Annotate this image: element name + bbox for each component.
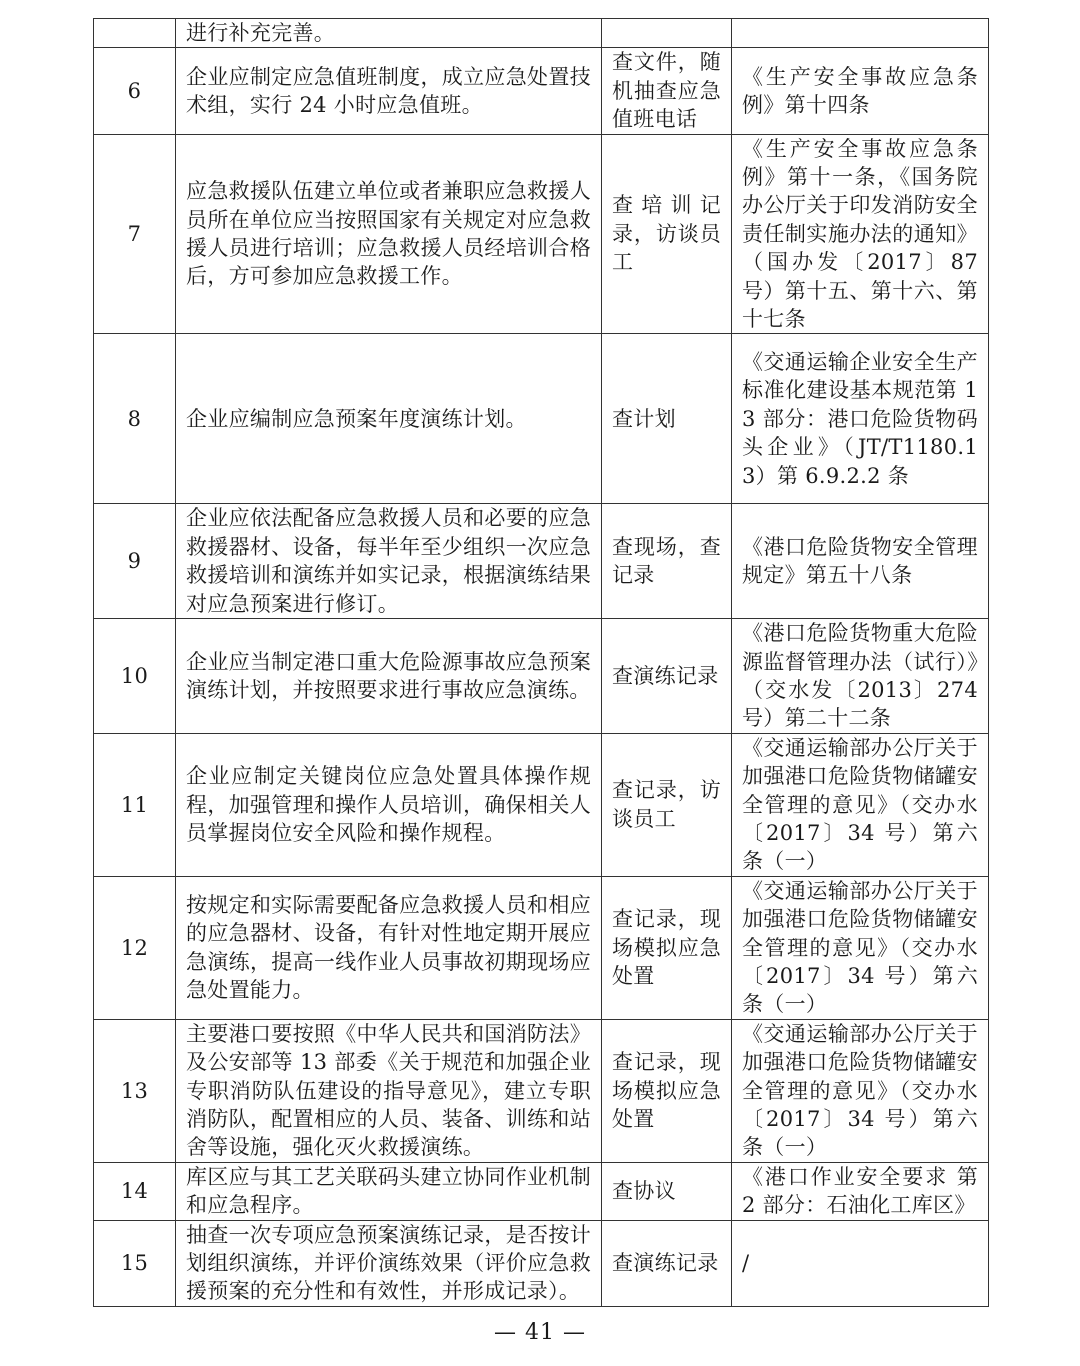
check-method: 查文件，随机抽查应急值班电话 xyxy=(602,48,732,134)
check-content: 企业应编制应急预案年度演练计划。 xyxy=(176,334,602,504)
check-content: 企业应制定关键岗位应急处置具体操作规程，加强管理和操作人员培训，确保相关人员掌握岗位安全风险和操作规程。 xyxy=(176,733,602,876)
check-method: 查现场，查记录 xyxy=(602,504,732,619)
check-method xyxy=(602,19,732,48)
row-number xyxy=(94,19,176,48)
row-number: 14 xyxy=(94,1162,176,1220)
check-content: 企业应制定应急值班制度，成立应急处置技术组，实行 24 小时应急值班。 xyxy=(176,48,602,134)
row-number: 12 xyxy=(94,876,176,1019)
check-method: 查培训记录，访谈员工 xyxy=(602,134,732,334)
check-content: 抽查一次专项应急预案演练记录，是否按计划组织演练，并评价演练效果（评价应急救援预案的充分性和有效性，并形成记录）。 xyxy=(176,1220,602,1306)
table-row xyxy=(94,619,989,734)
row-number: 13 xyxy=(94,1019,176,1162)
legal-basis: / xyxy=(732,1220,989,1306)
legal-basis: 《交通运输企业安全生产标准化建设基本规范第 13 部分：港口危险货物码头企业》（JT/T1180.13）第 6.9.2.2 条 xyxy=(732,334,989,504)
legal-basis: 《生产安全事故应急条例》第十四条 xyxy=(732,48,989,134)
row-number: 7 xyxy=(94,134,176,334)
check-content: 应急救援队伍建立单位或者兼职应急救援人员所在单位应当按照国家有关规定对应急救援人员进行培训；应急救援人员经培训合格后，方可参加应急救援工作。 xyxy=(176,134,602,334)
legal-basis: 《港口危险货物重大危险源监督管理办法（试行）》（交水发〔2013〕274 号）第二十二条 xyxy=(732,619,989,734)
legal-basis: 《交通运输部办公厅关于加强港口危险货物储罐安全管理的意见》（交办水〔2017〕34 号）第六条（一） xyxy=(732,876,989,1019)
row-number: 9 xyxy=(94,504,176,619)
table-row xyxy=(94,1162,989,1220)
check-method: 查记录，现场模拟应急处置 xyxy=(602,1019,732,1162)
check-method: 查记录，访谈员工 xyxy=(602,733,732,876)
check-method: 查计划 xyxy=(602,334,732,504)
table-row xyxy=(94,334,989,504)
table-row xyxy=(94,19,989,48)
table-row xyxy=(94,733,989,876)
check-content: 按规定和实际需要配备应急救援人员和相应的应急器材、设备，有针对性地定期开展应急演练，提高一线作业人员事故初期现场应急处置能力。 xyxy=(176,876,602,1019)
inspection-table xyxy=(93,18,989,1307)
page-number: — 41 — xyxy=(494,1320,586,1345)
table-row xyxy=(94,48,989,134)
row-number: 8 xyxy=(94,334,176,504)
legal-basis: 《交通运输部办公厅关于加强港口危险货物储罐安全管理的意见》（交办水〔2017〕34 号）第六条（一） xyxy=(732,1019,989,1162)
check-method: 查协议 xyxy=(602,1162,732,1220)
legal-basis: 《港口危险货物安全管理规定》第五十八条 xyxy=(732,504,989,619)
legal-basis xyxy=(732,19,989,48)
row-number: 6 xyxy=(94,48,176,134)
row-number: 15 xyxy=(94,1220,176,1306)
check-content: 主要港口要按照《中华人民共和国消防法》及公安部等 13 部委《关于规范和加强企业专职消防队伍建设的指导意见》，建立专职消防队，配置相应的人员、装备、训练和站舍等设施，强化灭火救援演练。 xyxy=(176,1019,602,1162)
check-method: 查记录，现场模拟应急处置 xyxy=(602,876,732,1019)
row-number: 10 xyxy=(94,619,176,734)
legal-basis: 《生产安全事故应急条例》第十一条，《国务院办公厅关于印发消防安全责任制实施办法的通知》（国办发〔2017〕87号）第十五、第十六、第十七条 xyxy=(732,134,989,334)
table-row xyxy=(94,1019,989,1162)
table-row xyxy=(94,504,989,619)
row-number: 11 xyxy=(94,733,176,876)
check-content: 企业应当制定港口重大危险源事故应急预案演练计划，并按照要求进行事故应急演练。 xyxy=(176,619,602,734)
check-content: 企业应依法配备应急救援人员和必要的应急救援器材、设备，每半年至少组织一次应急救援培训和演练并如实记录，根据演练结果对应急预案进行修订。 xyxy=(176,504,602,619)
check-method: 查演练记录 xyxy=(602,1220,732,1306)
table-row xyxy=(94,876,989,1019)
legal-basis: 《交通运输部办公厅关于加强港口危险货物储罐安全管理的意见》（交办水〔2017〕34 号）第六条（一） xyxy=(732,733,989,876)
legal-basis: 《港口作业安全要求 第 2 部分：石油化工库区》 xyxy=(732,1162,989,1220)
table-row xyxy=(94,134,989,334)
check-method: 查演练记录 xyxy=(602,619,732,734)
table-row xyxy=(94,1220,989,1306)
check-content: 进行补充完善。 xyxy=(176,19,602,48)
check-content: 库区应与其工艺关联码头建立协同作业机制和应急程序。 xyxy=(176,1162,602,1220)
